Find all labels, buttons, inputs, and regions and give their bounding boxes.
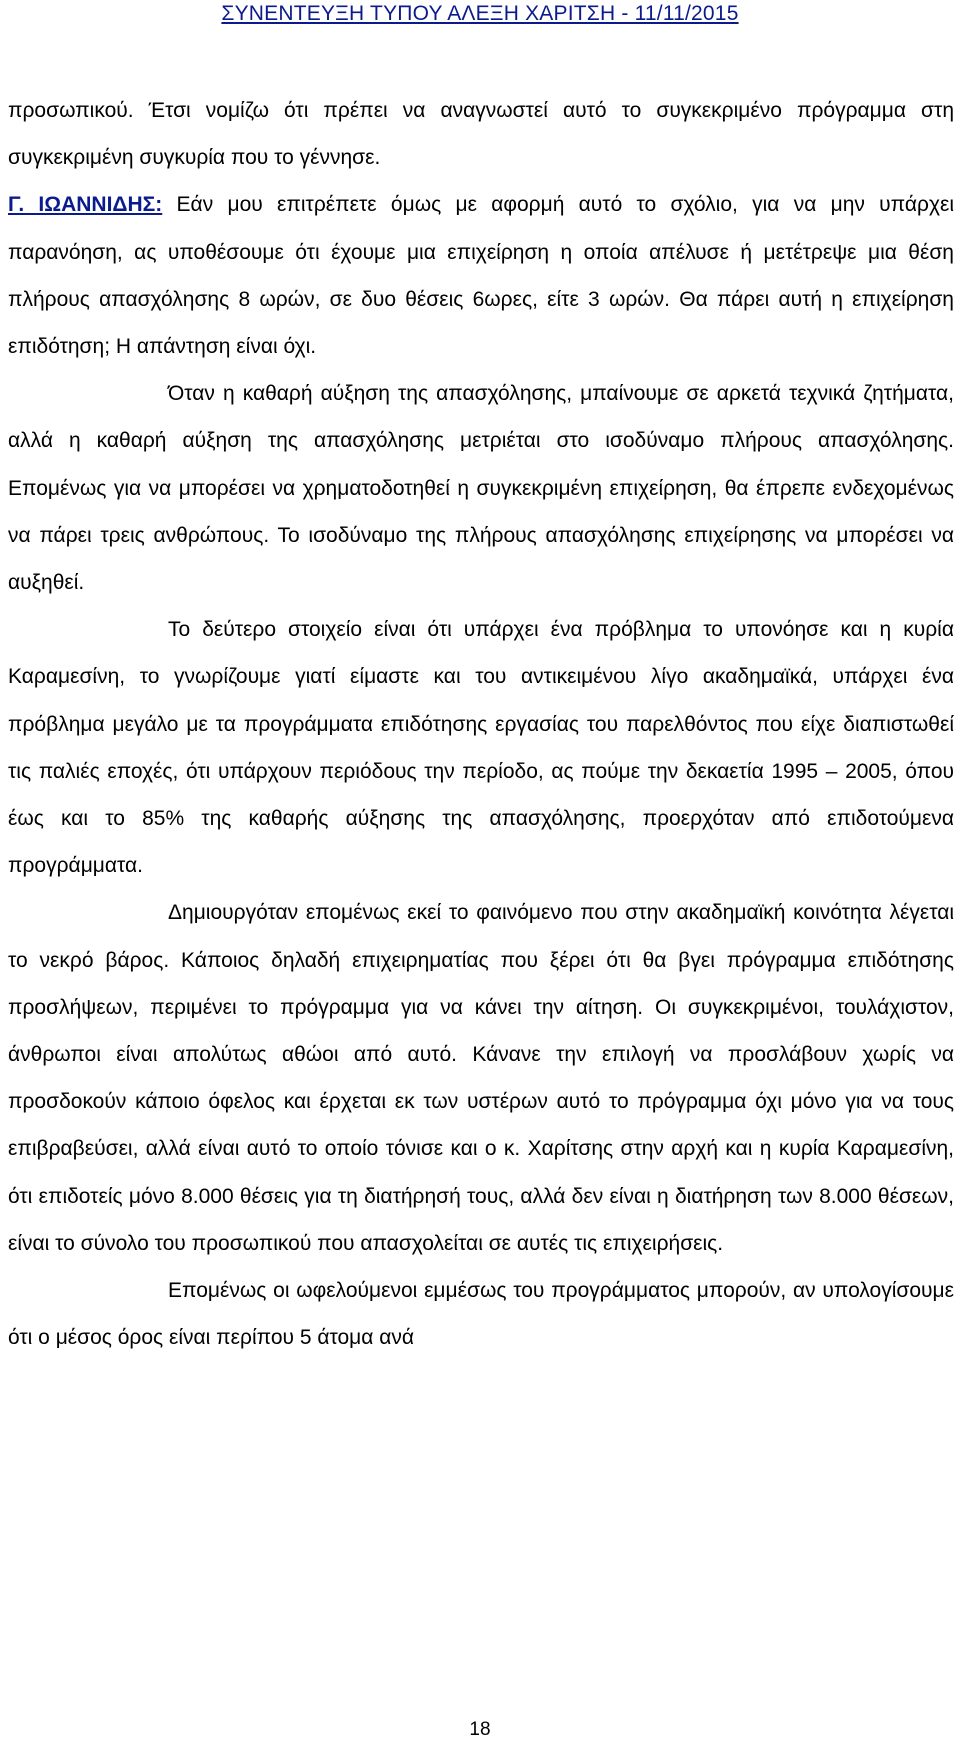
paragraph <box>8 1267 954 1361</box>
speaker-label: Γ. ΙΩΑΝΝΙΔΗΣ: <box>8 193 163 217</box>
paragraph-text: Επομένως οι ωφελούμενοι εμμέσως του προγράμματος μπορούν, αν υπολογίσουμε ότι ο μέσος όρος είναι περίπου 5 άτομα ανά <box>8 1279 954 1350</box>
paragraph-text: Το δεύτερο στοιχείο είναι ότι υπάρχει ένα πρόβλημα το υπονόησε και η κυρία Καραμεσίνη, το γνωρίζουμε γιατί είμαστε και του αντικειμένου λίγο ακαδημαϊκά, υπάρχει ένα πρόβλημα μεγάλο με τα προγράμματα επιδότησης εργασίας του παρελθόντος που είχε διαπιστωθεί τις παλιές εποχές, ότι υπάρχουν περιόδους την περίοδο, ας πούμε την δεκαετία 1995 – 2005, όπου έως και το 85% της καθαρής αύξησης της απασχόλησης, προερχόταν από επιδοτούμενα προγράμματα. <box>8 618 954 878</box>
paragraph-text: προσωπικού. Έτσι νομίζω ότι πρέπει να αναγνωστεί αυτό το συγκεκριμένο πρόγραμμα στη συγκεκριμένη συγκυρία που το γέννησε. <box>8 99 954 170</box>
page-number: 18 <box>469 1719 491 1740</box>
paragraph-continuation <box>8 87 954 181</box>
paragraph-text: Δημιουργόταν επομένως εκεί το φαινόμενο που στην ακαδημαϊκή κοινότητα λέγεται το νεκρό βάρος. Κάποιος δηλαδή επιχειρηματίας που ξέρει ότι θα βγει πρόγραμμα επιδότησης προσλήψεων, περιμένει το πρόγραμμα για να κάνει την αίτηση. Οι συγκεκριμένοι, τουλάχιστον, άνθρωποι είναι απολύτως αθώοι από αυτό. Κάνανε την επιλογή να προσλάβουν χωρίς να προσδοκούν κάποιο όφελος και έρχεται εκ των υστέρων αυτό το πρόγραμμα όχι μόνο για να τους επιβραβεύσει, αλλά είναι αυτό το οποίο τόνισε και ο κ. Χαρίτσης στην αρχή και η κυρία Καραμεσίνη, ότι επιδοτείς μόνο 8.000 θέσεις για τη διατήρησή τους, αλλά δεν είναι η διατήρηση των 8.000 θέσεων, είναι το σύνολο του προσωπικού που απασχολείται σε αυτές τις επιχειρήσεις. <box>8 901 954 1255</box>
paragraph <box>8 370 954 606</box>
document-body <box>8 87 954 1361</box>
paragraph <box>8 889 954 1267</box>
paragraph-text: Εάν μου επιτρέπετε όμως με αφορμή αυτό το σχόλιο, για να μην υπάρχει παρανόηση, ας υποθέσουμε ότι έχουμε μια επιχείρηση η οποία απέλυσε ή μετέτρεψε μια θέση πλήρους απασχόλησης 8 ωρών, σε δυο θέσεις 6ωρες, είτε 3 ωρών. Θα πάρει αυτή η επιχείρηση επιδότηση; Η απάντηση είναι όχι. <box>8 193 954 359</box>
page-header <box>0 0 960 30</box>
paragraph-text: Όταν η καθαρή αύξηση της απασχόλησης, μπαίνουμε σε αρκετά τεχνικά ζητήματα, αλλά η καθαρή αύξηση της απασχόλησης μετριέται στο ισοδύναμο πλήρους απασχόλησης. Επομένως για να μπορέσει να χρηματοδοτηθεί η συγκεκριμένη επιχείρηση, θα έπρεπε ενδεχομένως να πάρει τρεις ανθρώπους. Το ισοδύναμο της πλήρους απασχόλησης επιχείρησης να μπορέσει να αυξηθεί. <box>8 382 954 595</box>
paragraph <box>8 606 954 889</box>
paragraph-speaker-statement <box>8 181 954 370</box>
header-title: ΣΥΝΕΝΤΕΥΞΗ ΤΥΠΟΥ ΑΛΕΞΗ ΧΑΡΙΤΣΗ - 11/11/2015 <box>221 2 739 25</box>
